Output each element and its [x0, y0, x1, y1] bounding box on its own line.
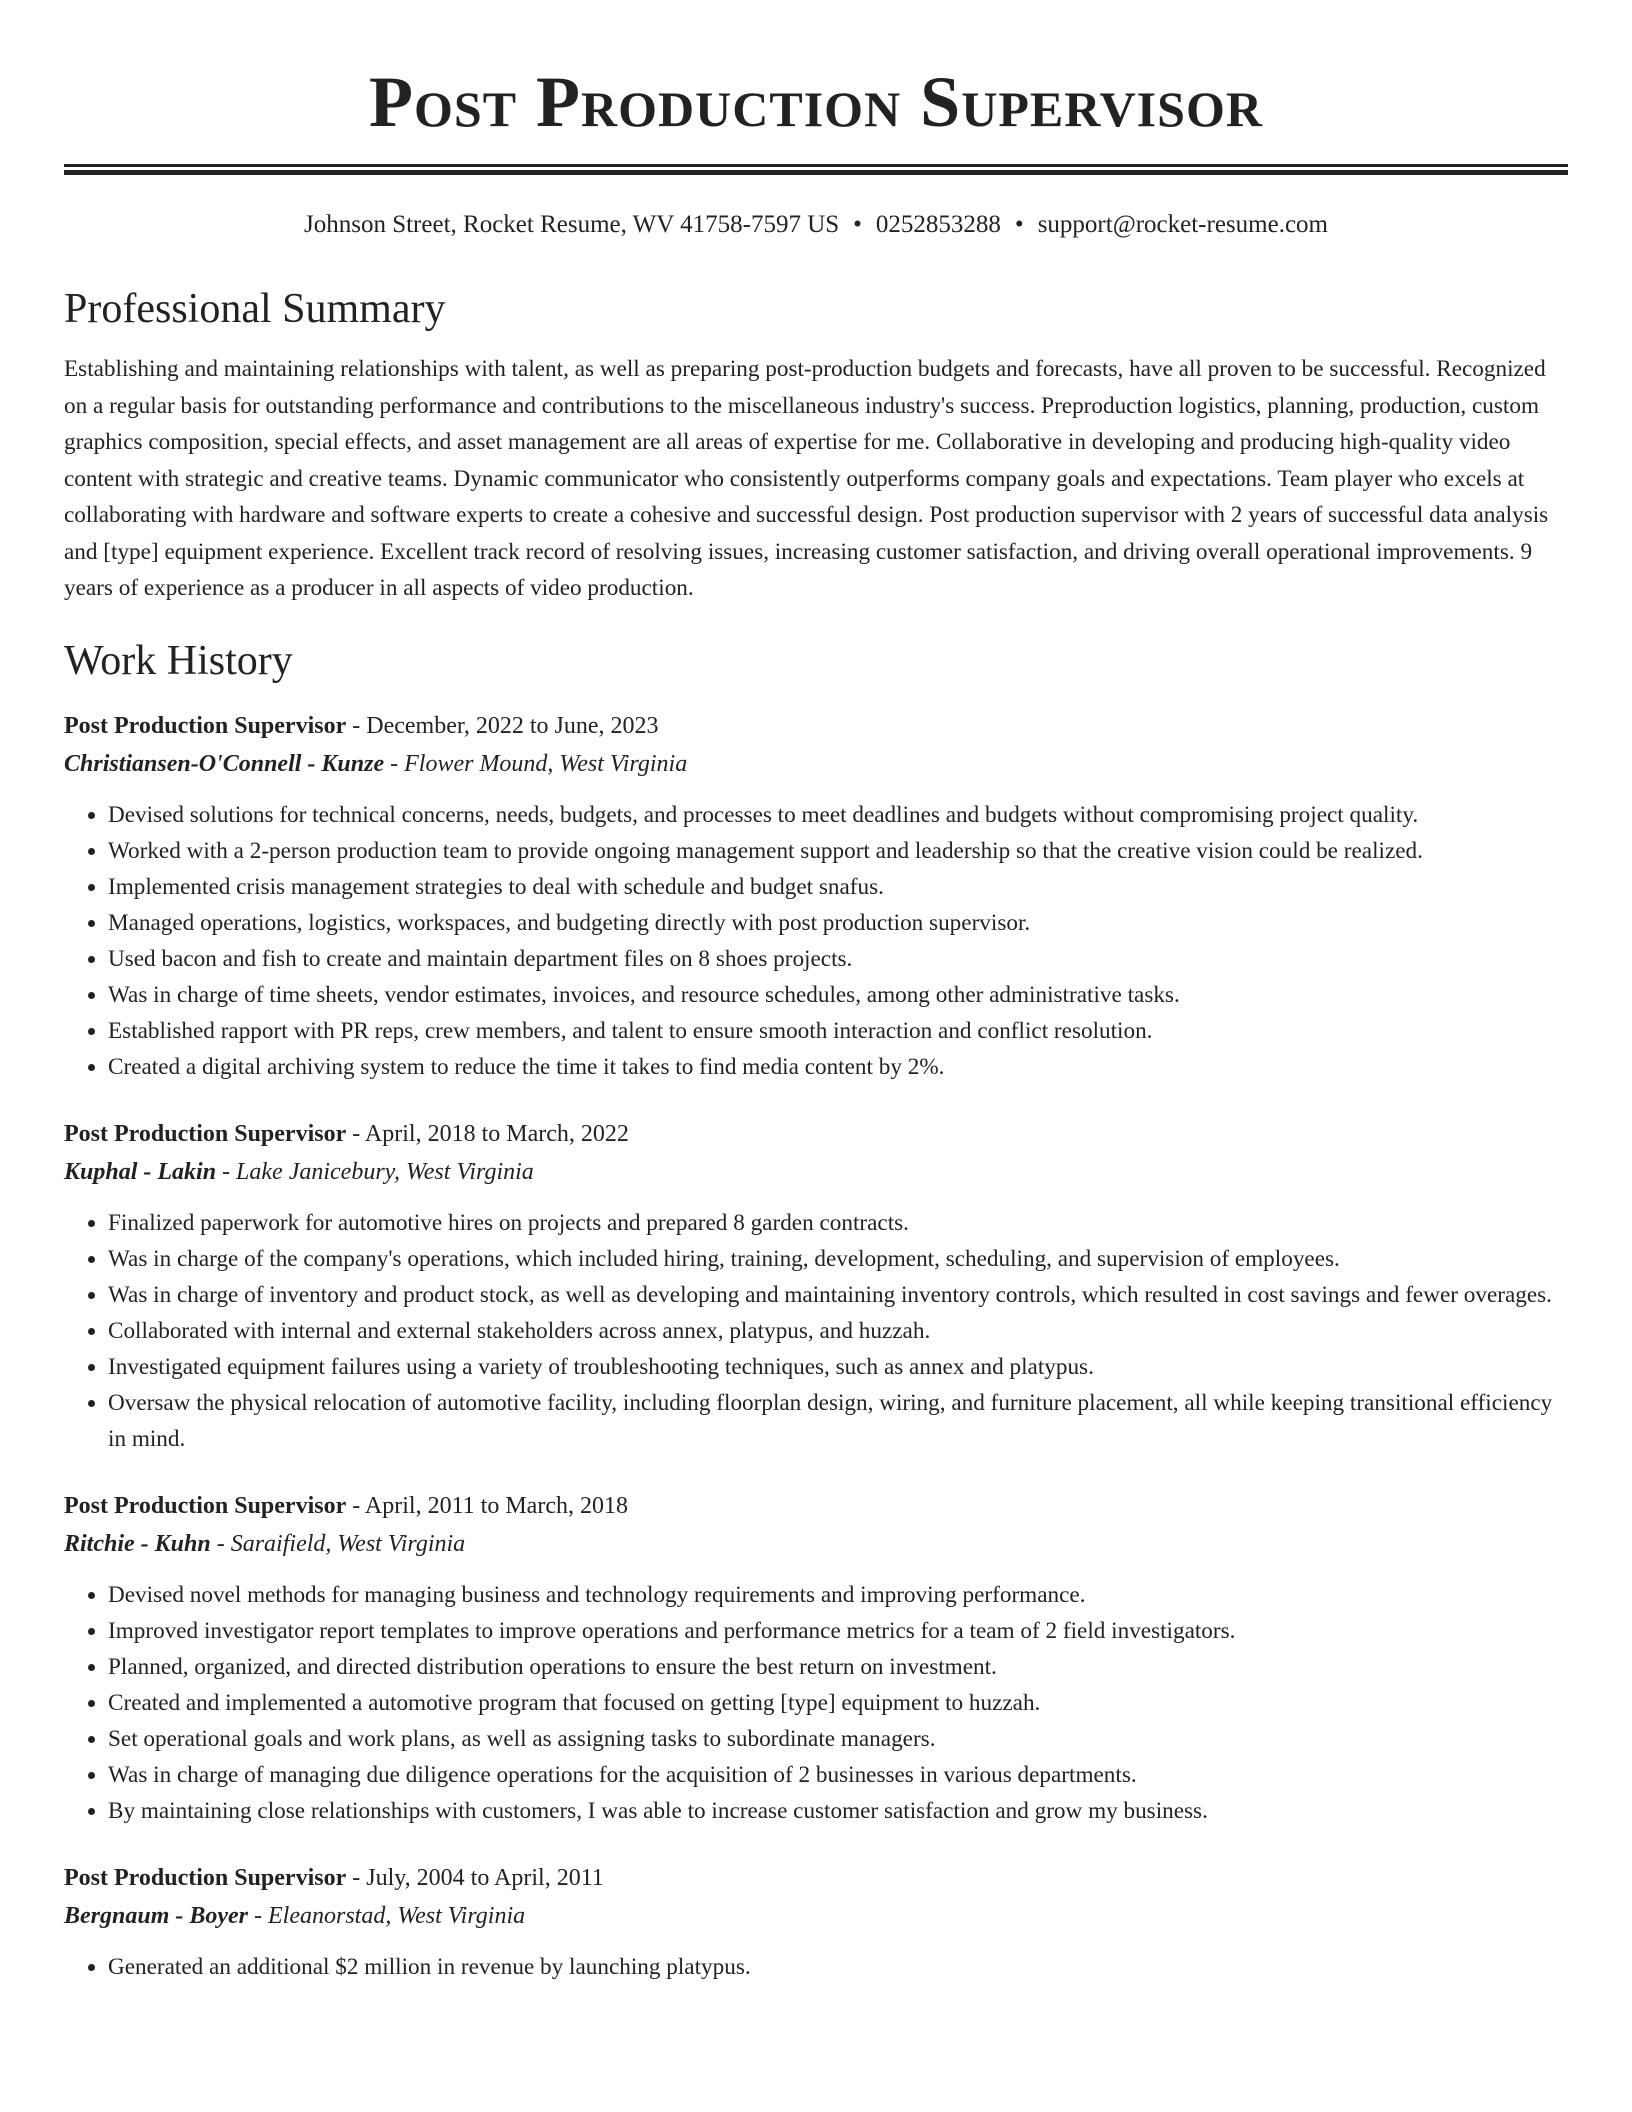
job-bullet: • Improved investigator report templates to improve operations and performance metrics for a team of 2 field investigators. [108, 1613, 1568, 1649]
job-bullets [64, 1205, 1568, 1457]
contact-line [64, 209, 1568, 241]
job-employer [64, 1897, 1568, 1935]
job-bullet: • Implemented crisis management strategies to deal with schedule and budget snafus. [108, 869, 1568, 905]
job-bullet: • Was in charge of managing due diligence operations for the acquisition of 2 businesses in various departments. [108, 1757, 1568, 1793]
job-entry [64, 707, 1568, 1085]
title-divider [64, 164, 1568, 175]
job-bullet: • Finalized paperwork for automotive hires on projects and prepared 8 garden contracts. [108, 1205, 1568, 1241]
job-employer [64, 1525, 1568, 1563]
job-bullet: • Worked with a 2-person production team to provide ongoing management support and leadership so that the creative vision could be realized. [108, 833, 1568, 869]
job-bullet: • Created and implemented a automotive program that focused on getting [type] equipment to huzzah. [108, 1685, 1568, 1721]
job-dash: - [210, 1530, 231, 1557]
contact-email: support@rocket-resume.com [1037, 211, 1328, 238]
job-bullet: • Was in charge of inventory and product stock, as well as developing and maintaining inventory controls, which resulted in cost savings and fewer overages. [108, 1277, 1568, 1313]
job-bullet: • Created a digital archiving system to reduce the time it takes to find media content by 2%. [108, 1049, 1568, 1085]
job-location: Flower Mound, West Virginia [404, 750, 688, 777]
job-dates: December, 2022 to June, 2023 [366, 712, 659, 739]
job-title: Post Production Supervisor [64, 1120, 347, 1147]
job-bullets [64, 797, 1568, 1085]
job-dash: - [346, 1492, 365, 1519]
job-dates: July, 2004 to April, 2011 [366, 1864, 604, 1891]
job-company: Bergnaum - Boyer [64, 1902, 249, 1929]
job-entry [64, 1487, 1568, 1829]
job-header [64, 1487, 1568, 1525]
contact-separator: • [853, 211, 862, 238]
job-bullets [64, 1577, 1568, 1829]
job-company: Ritchie - Kuhn [64, 1530, 211, 1557]
job-dash: - [346, 712, 367, 739]
contact-phone: 0252853288 [875, 211, 1001, 238]
job-dates: April, 2018 to March, 2022 [364, 1120, 629, 1147]
contact-separator: • [1014, 211, 1024, 238]
job-title: Post Production Supervisor [64, 1864, 347, 1891]
job-dash: - [346, 1120, 365, 1147]
job-bullet: • Established rapport with PR reps, crew members, and talent to ensure smooth interaction and conflict resolution. [108, 1013, 1568, 1049]
job-employer [64, 1153, 1568, 1191]
job-location: Eleanorstad, West Virginia [268, 1902, 526, 1929]
job-location: Saraifield, West Virginia [230, 1530, 466, 1557]
job-bullet: • Investigated equipment failures using a variety of troubleshooting techniques, such as annex and platypus. [108, 1349, 1568, 1385]
job-location: Lake Janicebury, West Virginia [236, 1158, 534, 1185]
work-history-heading: Work History [64, 637, 293, 684]
contact-address: Johnson Street, Rocket Resume, WV 41758-7597 US [304, 211, 840, 238]
job-dash: - [248, 1902, 269, 1929]
job-bullet: • Was in charge of time sheets, vendor estimates, invoices, and resource schedules, among other administrative tasks. [108, 977, 1568, 1013]
job-dates: April, 2011 to March, 2018 [364, 1492, 628, 1519]
job-bullet: • Planned, organized, and directed distribution operations to ensure the best return on investment. [108, 1649, 1568, 1685]
job-bullet: • Managed operations, logistics, workspaces, and budgeting directly with post production supervisor. [108, 905, 1568, 941]
job-company: Christiansen-O'Connell - Kunze [64, 750, 385, 777]
summary-text: Establishing and maintaining relationships with talent, as well as preparing post-production budgets and forecasts, have all proven to be successful. Recognized on a regular basis for outstanding performance and contributions to the miscellaneous industry's success. Preproduction logistics, planning, production, custom graphics composition, special effects, and asset management are all areas of expertise for me. Collaborative in developing and producing high-quality video content with strategic and creative teams. Dynamic communicator who consistently outperforms company goals and expectations. Team player who excels at collaborating with hardware and software experts to create a cohesive and successful design. Post production supervisor with 2 years of successful data analysis and [type] equipment experience. Excellent track record of resolving issues, increasing customer satisfaction, and driving overall operational improvements. 9 years of experience as a producer in all aspects of video production. [64, 356, 1549, 601]
job-dash: - [384, 750, 405, 777]
job-title: Post Production Supervisor [64, 712, 347, 739]
job-dash: - [216, 1158, 237, 1185]
job-company: Kuphal - Lakin [64, 1158, 217, 1185]
summary-heading: Professional Summary [64, 286, 446, 332]
job-bullets [64, 1949, 1568, 1985]
job-title: Post Production Supervisor [64, 1492, 347, 1519]
page-title: Post Production Supervisor [369, 62, 1263, 142]
job-bullet: • Was in charge of the company's operations, which included hiring, training, development, scheduling, and supervision of employees. [108, 1241, 1568, 1277]
job-bullet: • By maintaining close relationships with customers, I was able to increase customer satisfaction and grow my business. [108, 1793, 1568, 1829]
job-entry [64, 1859, 1568, 1985]
job-header [64, 707, 1568, 745]
job-bullet: • Generated an additional $2 million in revenue by launching platypus. [108, 1949, 1568, 1985]
job-bullet: • Oversaw the physical relocation of automotive facility, including floorplan design, wiring, and furniture placement, all while keeping transitional efficiency in mind. [108, 1385, 1568, 1457]
job-header [64, 1115, 1568, 1153]
job-employer [64, 745, 1568, 783]
job-bullet: • Set operational goals and work plans, as well as assigning tasks to subordinate managers. [108, 1721, 1568, 1757]
job-header [64, 1859, 1568, 1897]
job-dash: - [346, 1864, 367, 1891]
job-entry [64, 1115, 1568, 1457]
job-bullet: • Used bacon and fish to create and maintain department files on 8 shoes projects. [108, 941, 1568, 977]
job-bullet: • Collaborated with internal and external stakeholders across annex, platypus, and huzzah. [108, 1313, 1568, 1349]
job-bullet: • Devised novel methods for managing business and technology requirements and improving performance. [108, 1577, 1568, 1613]
job-bullet: • Devised solutions for technical concerns, needs, budgets, and processes to meet deadlines and budgets without compromising project quality. [108, 797, 1568, 833]
